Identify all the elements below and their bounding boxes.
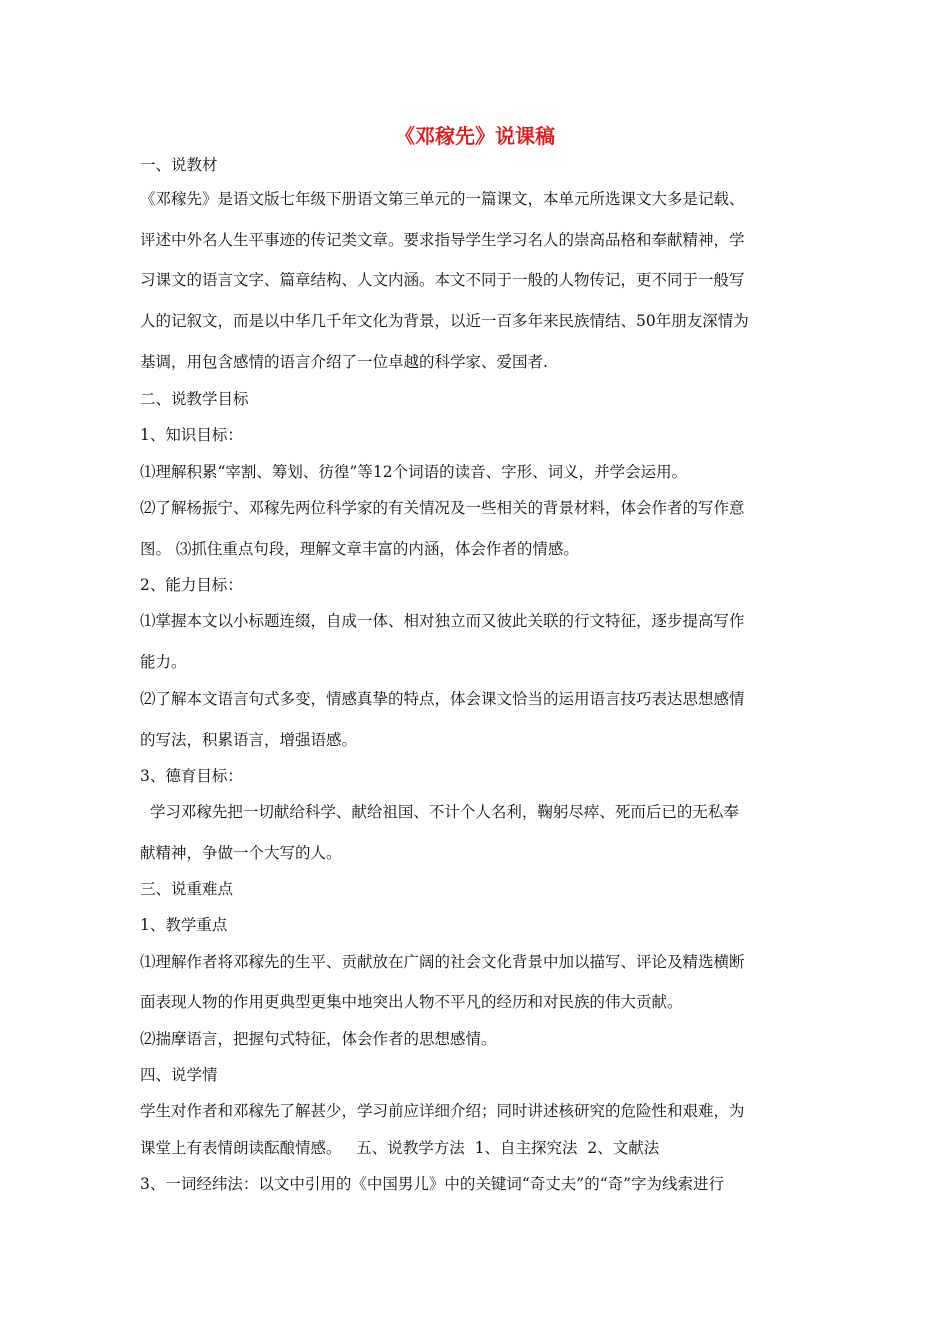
body-line: 献精神，争做一个大写的人。 [140,844,342,862]
body-line: 人的记叙文，而是以中华几千年文化为背景，以近一百多年来民族情结、50年朋友深情为 [140,312,749,330]
subsection-heading: 3、德育目标： [140,767,243,785]
body-line: 学生对作者和邓稼先了解甚少，学习前应详细介绍；同时讲述核研究的危险性和艰难，为 [140,1102,745,1120]
body-line: 《邓稼先》是语文版七年级下册语文第三单元的一篇课文，本单元所选课文大多是记载、 [140,190,745,208]
body-line: 图。 ⑶抓住重点句段，理解文章丰富的内涵，体会作者的情感。 [140,540,579,558]
body-line: 能力。 [140,653,187,671]
body-line: ⑵揣摩语言，把握句式特征，体会作者的思想感情。 [140,1030,497,1048]
body-line: 学习邓稼先把一切献给科学、献给祖国、不计个人名利，鞠躬尽瘁、死而后已的无私奉 [140,803,739,821]
subsection-heading: 1、教学重点 [140,916,228,934]
document-title: 《邓稼先》说课稿 [395,124,555,148]
body-line: ⑴理解积累“宰割、筹划、彷徨”等12个词语的读音、字形、词义，并学会运用。 [140,463,688,481]
subsection-heading: 2、能力目标： [140,576,243,594]
section-heading: 二、说教学目标 [140,390,249,408]
body-line: ⑵了解本文语言句式多变，情感真挚的特点，体会课文恰当的运用语言技巧表达思想感情 [140,690,745,708]
body-line: 基调，用包含感情的语言介绍了一位卓越的科学家、爱国者. [140,353,548,371]
section-heading: 一、说教材 [140,156,218,174]
section-heading: 四、说学情 [140,1066,218,1084]
body-line: ⑴理解作者将邓稼先的生平、贡献放在广阔的社会文化背景中加以描写、评论及精选横断 [140,953,745,971]
body-line: ⑴掌握本文以小标题连缀，自成一体、相对独立而又彼此关联的行文特征，逐步提高写作 [140,612,745,630]
body-line: 习课文的语言文字、篇章结构、人文内涵。本文不同于一般的人物传记，更不同于一般写 [140,271,745,289]
body-line: 评述中外名人生平事迹的传记类文章。要求指导学生学习名人的崇高品格和奉献精神，学 [140,231,745,249]
section-heading: 三、说重难点 [140,880,234,898]
body-line: 面表现人物的作用更典型更集中地突出人物不平凡的经历和对民族的伟大贡献。 [140,993,683,1011]
body-line: 3、一词经纬法：以文中引用的《中国男儿》中的关键词“奇丈夫”的“奇”字为线索进行 [140,1175,725,1193]
body-line: 的写法，积累语言，增强语感。 [140,731,358,749]
body-line: ⑵了解杨振宁、邓稼先两位科学家的有关情况及一些相关的背景材料，体会作者的写作意 [140,499,745,517]
body-line: 课堂上有表情朗读酝酿情感。 五、说教学方法 1、自主探究法 2、文献法 [140,1139,660,1157]
subsection-heading: 1、知识目标： [140,426,243,444]
